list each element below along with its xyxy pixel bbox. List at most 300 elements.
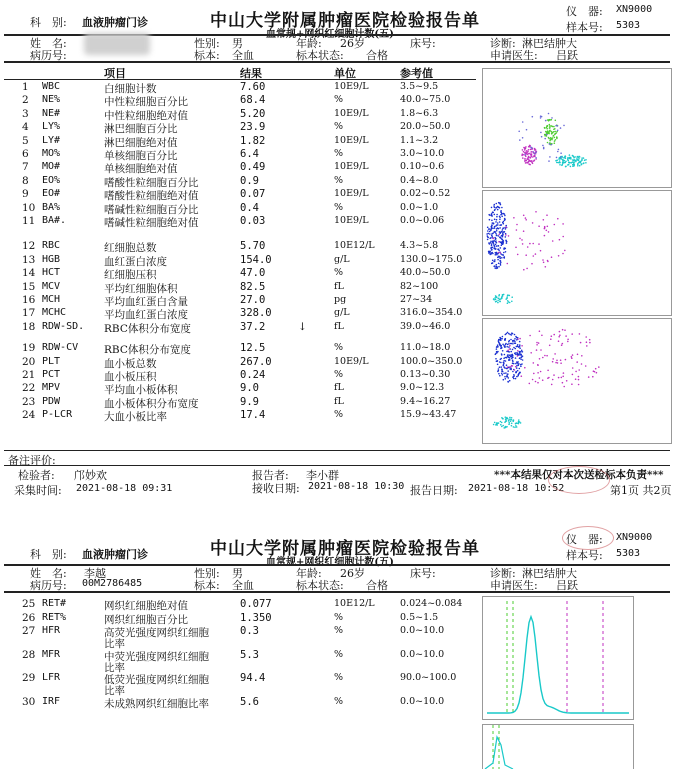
remark-label: 备注评价:	[8, 454, 56, 467]
scatter-point	[546, 355, 548, 357]
scatter-point	[521, 375, 523, 377]
scatter-point	[512, 340, 514, 342]
scatter-point	[508, 341, 510, 343]
scatter-point	[545, 120, 547, 122]
scatter-point	[515, 378, 517, 380]
scatter-point	[543, 148, 545, 150]
scatter-point	[498, 241, 500, 243]
scatter-point	[495, 248, 497, 250]
scatter-point	[545, 266, 547, 268]
doctor-value: 吕跃	[556, 49, 578, 62]
scatter-point	[491, 249, 493, 251]
table-row	[0, 409, 480, 423]
table-row	[0, 121, 480, 135]
doctor-label: 申请医生:	[490, 49, 538, 62]
scatter-point	[494, 210, 496, 212]
scatter-point	[514, 334, 516, 336]
scatter-point	[496, 245, 498, 247]
scatter-point	[499, 375, 501, 377]
scatter-point	[498, 234, 500, 236]
scatter-point	[557, 125, 559, 127]
row-unit: %	[334, 625, 344, 637]
ret-histogram-svg	[483, 597, 633, 719]
scatter-point	[569, 154, 571, 156]
row-code: RET#	[42, 598, 67, 609]
scatter-point	[505, 228, 507, 230]
scatter-point	[487, 235, 489, 237]
scatter-point	[507, 350, 509, 352]
table-header-divider	[4, 79, 476, 80]
scatter-point	[557, 151, 559, 153]
table-row	[0, 81, 480, 95]
row-number: 17	[22, 307, 36, 320]
report-title-2: 中山大学附属肿瘤医院检验报告单	[210, 539, 480, 559]
scatter-point	[563, 372, 565, 374]
scatter-point	[504, 339, 506, 341]
row-name: 血红蛋白浓度	[104, 255, 167, 268]
scatter-point	[502, 228, 504, 230]
scatter-point	[582, 163, 584, 165]
scatter-point	[549, 119, 551, 121]
scatter-point	[496, 219, 498, 221]
scatter-point	[520, 422, 522, 424]
scatter-point	[547, 119, 549, 121]
row-ref: 100.0~350.0	[400, 355, 463, 367]
diagnosis-label: 诊断:	[490, 37, 516, 50]
scatter-point	[533, 373, 535, 375]
row-name: 血小板压积	[104, 371, 157, 383]
scatter-point	[544, 235, 546, 237]
scatter-point	[572, 155, 574, 157]
scatter-point	[503, 213, 505, 215]
row-number: 28	[22, 648, 36, 661]
scatter-point	[542, 259, 544, 261]
scatter-point	[510, 339, 512, 341]
scatter-point	[508, 420, 510, 422]
table-row	[0, 625, 480, 651]
scatter-point	[512, 361, 514, 363]
scatter-point	[529, 243, 531, 245]
row-code: MCV	[42, 280, 61, 292]
scatter-point	[544, 227, 546, 229]
scatter-point	[497, 209, 499, 211]
scatter-point	[522, 351, 524, 353]
tester-value: 邝妙欢	[74, 469, 107, 482]
specimen-value-2: 全血	[232, 579, 254, 592]
scatter-point	[498, 298, 500, 300]
scatter-point	[554, 134, 556, 136]
scatter-point	[518, 419, 520, 421]
row-name: 大血小板比率	[104, 411, 167, 424]
scatter-point	[496, 230, 498, 232]
sample-label-2: 样本号:	[566, 549, 603, 562]
scatter-point	[498, 263, 500, 265]
scatter-point	[578, 384, 580, 386]
bed-label: 床号:	[410, 37, 436, 50]
row-ref: 0.0~0.06	[400, 215, 445, 226]
page-indicator: 第1页 共2页	[610, 484, 672, 497]
scatter-point	[487, 227, 489, 229]
scatter-point	[544, 355, 546, 357]
scatter-point	[589, 342, 591, 344]
scatter-point	[492, 242, 494, 244]
scatter-point	[496, 254, 498, 256]
scatter-point	[495, 207, 497, 209]
scatter-point	[500, 224, 502, 226]
scatter-point	[496, 360, 498, 362]
scatter-point	[530, 154, 532, 156]
scatter-point	[497, 422, 499, 424]
scatter-point	[507, 370, 509, 372]
scatter-point	[554, 224, 556, 226]
row-result: 1.350	[240, 611, 272, 624]
instrument-value: XN9000	[616, 4, 653, 15]
scatter-point	[519, 357, 521, 359]
scatter-point	[502, 295, 504, 297]
scatter-point	[522, 121, 524, 123]
scatter-point	[497, 344, 499, 346]
scatter-point	[553, 374, 555, 376]
scatter-point	[551, 125, 553, 127]
scatter-point	[518, 131, 520, 133]
scatter-point	[537, 382, 539, 384]
row-ref: 4.3~5.8	[400, 240, 439, 252]
wdf-scatter-svg	[483, 69, 671, 187]
row-ref: 316.0~354.0	[400, 307, 463, 319]
scatter-point	[490, 253, 492, 255]
scatter-point	[550, 139, 552, 141]
scatter-point	[509, 423, 511, 425]
scatter-point	[509, 334, 511, 336]
scatter-point	[502, 371, 504, 373]
scatter-point	[503, 362, 505, 364]
row-unit: fL	[334, 320, 344, 332]
age-label: 年龄:	[296, 37, 322, 50]
row-unit: %	[334, 409, 344, 421]
scatter-point	[509, 366, 511, 368]
diagnosis-label-2: 诊断:	[490, 567, 516, 580]
scatter-point	[494, 219, 496, 221]
scatter-point	[504, 219, 506, 221]
report-date-label: 报告日期:	[410, 484, 458, 497]
scatter-point	[589, 339, 591, 341]
scatter-point	[496, 216, 498, 218]
row-code: RDW-CV	[42, 342, 79, 354]
row-name: 网织红细胞绝对值	[104, 600, 188, 612]
scatter-point	[517, 375, 519, 377]
scatter-point	[508, 343, 510, 345]
row-unit: fL	[334, 280, 344, 292]
row-name: 平均血小板体积	[104, 384, 178, 397]
scatter-point	[522, 137, 524, 139]
row-code: BA#.	[42, 215, 67, 226]
scatter-point	[510, 343, 512, 345]
scatter-point	[558, 255, 560, 257]
scatter-point	[547, 370, 549, 372]
row-name: 红细胞压积	[104, 269, 157, 282]
row-number: 25	[22, 598, 36, 610]
scatter-point	[506, 346, 508, 348]
table-row	[0, 396, 480, 410]
instrument-label-2: 仪 器:	[566, 533, 603, 546]
scatter-point	[520, 354, 522, 356]
scatter-point	[498, 340, 500, 342]
scatter-point	[504, 354, 506, 356]
scatter-point	[559, 160, 561, 162]
scatter-point	[549, 345, 551, 347]
scatter-point	[559, 164, 561, 166]
row-number: 29	[22, 672, 36, 685]
scatter-point	[491, 224, 493, 226]
scatter-point	[497, 302, 499, 304]
scatter-point	[547, 226, 549, 228]
scatter-point	[512, 349, 514, 351]
scatter-point	[499, 236, 501, 238]
scatter-point	[501, 245, 503, 247]
scatter-point	[559, 239, 561, 241]
patient-name-2: 李越	[84, 567, 106, 580]
row-number: 6	[22, 148, 29, 160]
instrument-label: 仪 器:	[566, 5, 603, 18]
scatter-point	[500, 204, 502, 206]
row-ref: 0.024~0.084	[400, 598, 463, 609]
scatter-point	[546, 214, 548, 216]
scatter-point	[497, 256, 499, 258]
record-label: 病历号:	[30, 49, 67, 62]
scatter-point	[496, 214, 498, 216]
scatter-point	[562, 329, 564, 331]
scatter-point	[550, 131, 552, 133]
scatter-point	[569, 162, 571, 164]
scatter-point	[507, 300, 509, 302]
row-code: NE%	[42, 94, 61, 106]
row-unit: %	[334, 696, 344, 707]
scatter-point	[505, 416, 507, 418]
scatter-point	[492, 260, 494, 262]
scatter-point	[501, 243, 503, 245]
scatter-point	[554, 137, 556, 139]
scatter-point	[488, 233, 490, 235]
scatter-point	[526, 268, 528, 270]
row-result: 94.4	[240, 672, 266, 685]
scatter-point	[493, 222, 495, 224]
scatter-point	[546, 131, 548, 133]
scatter-point	[490, 241, 492, 243]
scatter-point	[535, 253, 537, 255]
scatter-point	[557, 218, 559, 220]
scatter-point	[548, 113, 550, 115]
row-unit: fL	[334, 395, 344, 407]
row-code: MFR	[42, 648, 61, 660]
row-unit: %	[334, 369, 344, 380]
scatter-point	[493, 266, 495, 268]
scatter-point	[564, 156, 566, 158]
reporter-value: 李小群	[306, 469, 339, 482]
ret-histogram-curve	[487, 617, 629, 713]
scatter-point	[580, 342, 582, 344]
scatter-point	[525, 254, 527, 256]
scatter-point	[532, 116, 534, 118]
scatter-point	[517, 361, 519, 363]
scatter-point	[506, 357, 508, 359]
row-result: 37.2	[240, 320, 266, 333]
scatter-point	[550, 338, 552, 340]
scatter-point	[492, 228, 494, 230]
scatter-point	[513, 375, 515, 377]
scatter-point	[554, 128, 556, 130]
scatter-point	[581, 355, 583, 357]
scatter-point	[519, 344, 521, 346]
scatter-point	[491, 226, 493, 228]
scatter-point	[526, 153, 528, 155]
scatter-point	[578, 376, 580, 378]
scatter-point	[570, 157, 572, 159]
scatter-point	[501, 216, 503, 218]
scatter-point	[564, 329, 566, 331]
scatter-point	[559, 334, 561, 336]
scatter-point	[547, 261, 549, 263]
scatter-point	[509, 354, 511, 356]
row-result: 0.03	[240, 215, 266, 227]
scatter-point	[500, 252, 502, 254]
scatter-point	[497, 227, 499, 229]
scatter-point	[489, 233, 491, 235]
scatter-point	[517, 370, 519, 372]
scatter-point	[507, 302, 509, 304]
scatter-point	[515, 357, 517, 359]
table-row	[0, 188, 480, 202]
scatter-point	[500, 362, 502, 364]
scatter-point	[494, 261, 496, 263]
row-number: 20	[22, 355, 36, 368]
scatter-point	[495, 244, 497, 246]
wpc-scatter-plot	[482, 318, 672, 444]
row-code: IRF	[42, 696, 61, 707]
scatter-point	[506, 242, 508, 244]
report-title: 中山大学附属肿瘤医院检验报告单	[210, 11, 480, 31]
row-number: 15	[22, 280, 36, 293]
scatter-point	[585, 159, 587, 161]
scatter-point	[497, 364, 499, 366]
scatter-point	[496, 234, 498, 236]
scatter-point	[549, 127, 551, 129]
scatter-point	[521, 356, 523, 358]
row-result: 68.4	[240, 94, 266, 107]
scatter-point	[515, 363, 517, 365]
scatter-point	[562, 236, 564, 238]
row-unit: %	[334, 672, 344, 684]
scatter-point	[496, 264, 498, 266]
table-row	[0, 598, 480, 612]
row-code: MO#	[42, 161, 61, 173]
scatter-point	[536, 344, 538, 346]
scatter-point	[561, 156, 563, 158]
row-ref: 27~34	[400, 294, 433, 305]
row-unit: 10E12/L	[334, 240, 375, 252]
scatter-point	[546, 125, 548, 127]
scatter-point	[505, 226, 507, 228]
scatter-point	[562, 223, 564, 225]
row-number: 9	[22, 188, 29, 201]
department-label: 科 别:	[30, 16, 67, 29]
scatter-point	[530, 352, 532, 354]
table-row	[0, 175, 480, 189]
scatter-point	[529, 383, 531, 385]
scatter-point	[491, 220, 493, 222]
scatter-point	[494, 237, 496, 239]
scatter-point	[502, 344, 504, 346]
scatter-point	[533, 151, 535, 153]
scatter-point	[528, 163, 530, 165]
row-name: 中性粒细胞百分比	[104, 96, 188, 109]
scatter-point	[500, 211, 502, 213]
row-name: 平均红细胞体积	[104, 282, 178, 295]
scatter-point	[546, 134, 548, 136]
row-ref: 0.4~8.0	[400, 174, 439, 186]
scatter-point	[543, 219, 545, 221]
scatter-point	[530, 149, 532, 151]
scatter-point	[538, 243, 540, 245]
scatter-point	[498, 248, 500, 250]
scatter-point	[512, 371, 514, 373]
scatter-point	[553, 334, 555, 336]
scatter-point	[518, 423, 520, 425]
scatter-point	[515, 342, 517, 344]
scatter-point	[497, 259, 499, 261]
scatter-point	[560, 152, 562, 154]
scatter-point	[493, 424, 495, 426]
scatter-point	[525, 162, 527, 164]
scatter-point	[562, 159, 564, 161]
scatter-point	[573, 160, 575, 162]
scatter-point	[505, 251, 507, 253]
wpc-scatter-svg	[483, 319, 671, 443]
scatter-point	[539, 330, 541, 332]
scatter-point	[515, 366, 517, 368]
gender-label-2: 性别:	[194, 567, 220, 580]
scatter-point	[489, 251, 491, 253]
scatter-point	[535, 152, 537, 154]
scatter-point	[516, 337, 518, 339]
row-name: 血小板体积分布宽度	[104, 397, 199, 410]
scatter-point	[540, 349, 542, 351]
receive-value: 2021-08-18 10:30	[308, 481, 405, 492]
row-name: 白细胞计数	[104, 83, 157, 95]
scatter-point	[522, 243, 524, 245]
row-name: 嗜碱性粒细胞百分比	[104, 203, 199, 216]
scatter-point	[594, 371, 596, 373]
row-result: 17.4	[240, 409, 266, 422]
scatter-point	[499, 221, 501, 223]
info-divider	[4, 61, 670, 63]
scatter-point	[576, 157, 578, 159]
scatter-point	[511, 301, 513, 303]
scatter-point	[514, 369, 516, 371]
row-unit: %	[334, 267, 344, 279]
row-name: 中荧光强度网织红细胞	[104, 650, 209, 663]
row-name: 红细胞总数	[104, 242, 157, 255]
scatter-point	[538, 342, 540, 344]
scatter-point	[561, 344, 563, 346]
row-result: 47.0	[240, 267, 266, 280]
scatter-point	[517, 350, 519, 352]
scatter-point	[521, 345, 523, 347]
scatter-point	[573, 165, 575, 167]
scatter-point	[495, 238, 497, 240]
scatter-point	[501, 347, 503, 349]
scatter-point	[578, 156, 580, 158]
scatter-point	[497, 245, 499, 247]
